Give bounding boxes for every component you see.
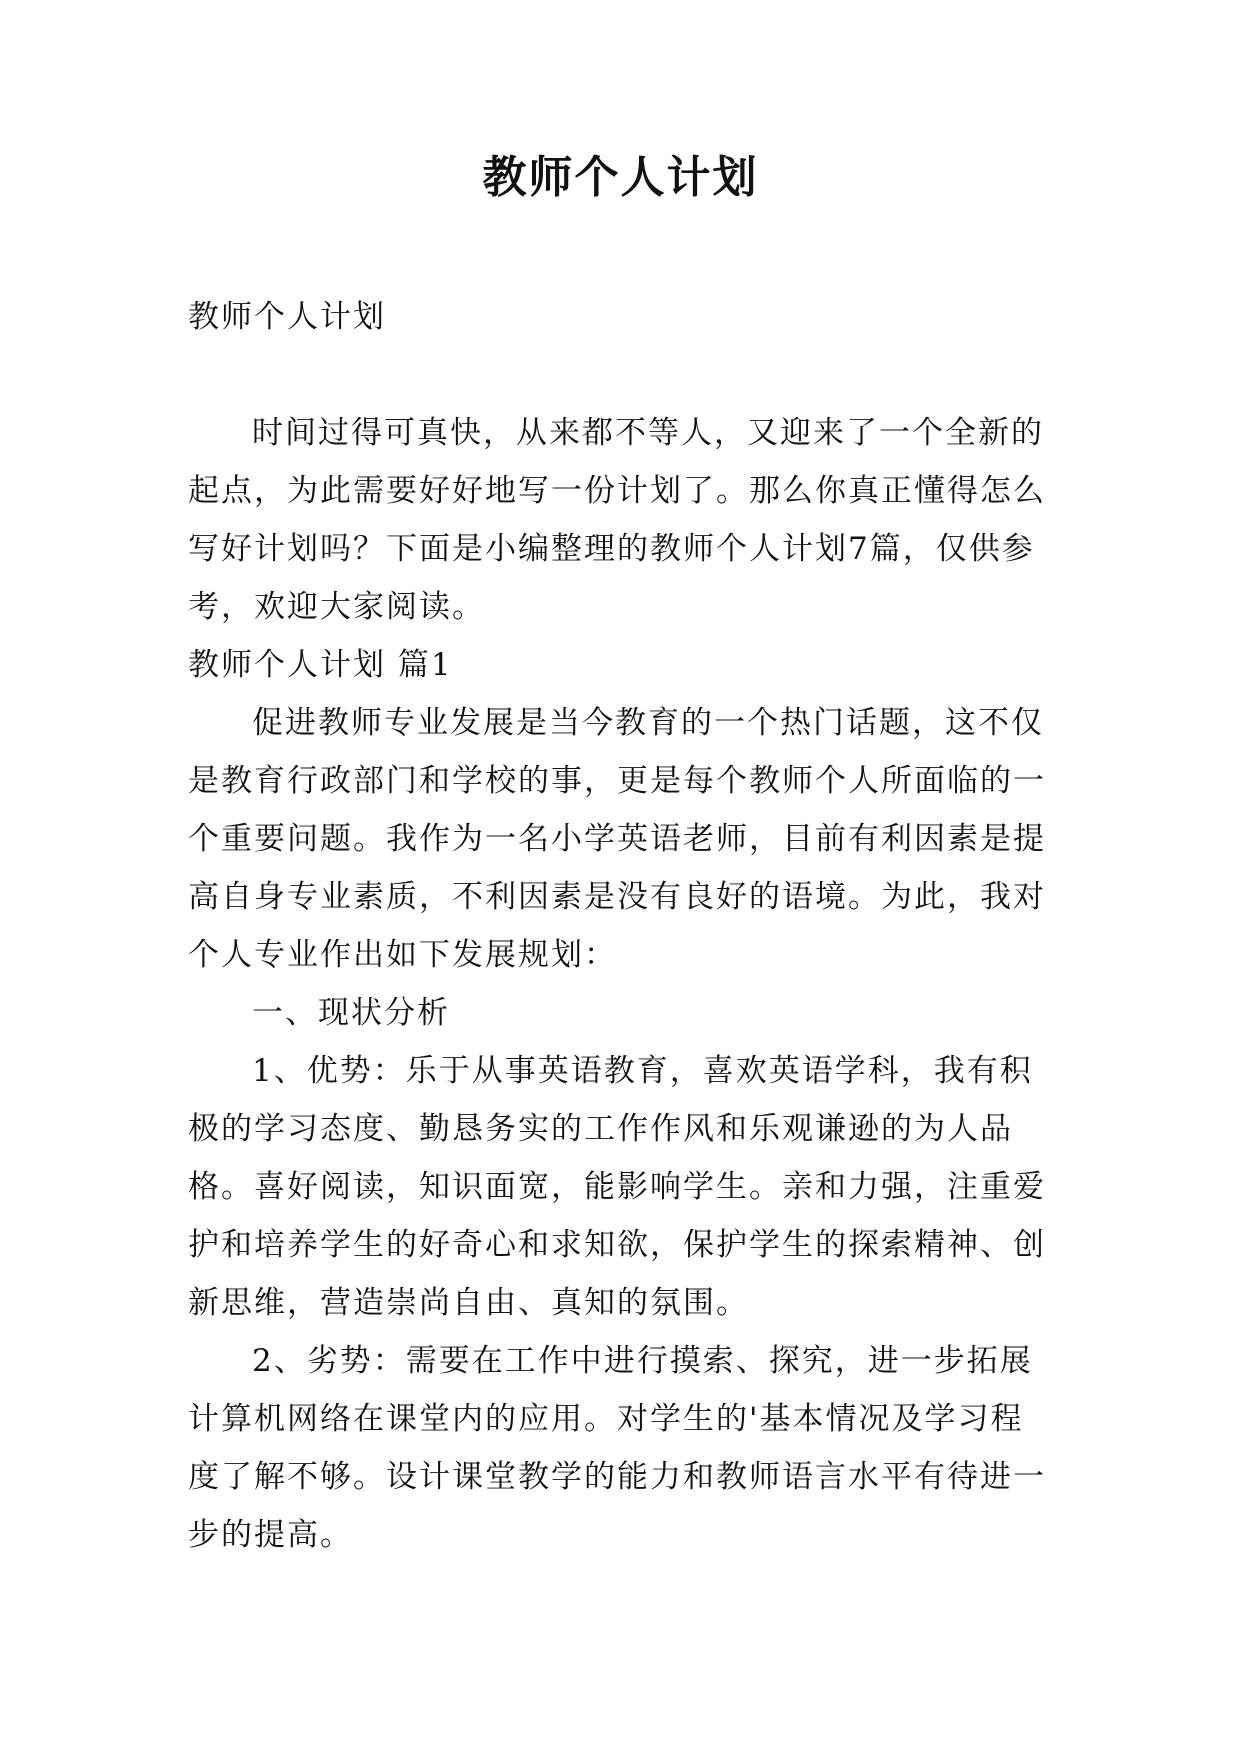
strengths-paragraph: 1、优势：乐于从事英语教育，喜欢英语学科，我有积极的学习态度、勤恳务实的工作作风和乐观谦逊的为人品格。喜好阅读，知识面宽，能影响学生。亲和力强，注重爱护和培养学生的好奇心和求知欲，保护学生的探索精神、创新思维，营造崇尚自由、真知的氛围。 xyxy=(188,1053,1046,1321)
paragraph-1: 促进教师专业发展是当今教育的一个热门话题，这不仅是教育行政部门和学校的事，更是每个教师个人所面临的一个重要问题。我作为一名小学英语老师，目前有利因素是提高自身专业素质，不利因素是没有良好的语境。为此，我对个人专业作出如下发展规划： xyxy=(188,705,1046,973)
document-subtitle: 教师个人计划 xyxy=(188,299,386,335)
section-heading: 教师个人计划 篇1 xyxy=(188,647,453,683)
weaknesses-paragraph: 2、劣势：需要在工作中进行摸索、探究，进一步拓展计算机网络在课堂内的应用。对学生的'基本情况及学习程度了解不够。设计课堂教学的能力和教师语言水平有待进一步的提高。 xyxy=(188,1343,1046,1553)
intro-paragraph: 时间过得可真快，从来都不等人，又迎来了一个全新的起点，为此需要好好地写一份计划了。那么你真正懂得怎么写好计划吗？下面是小编整理的教师个人计划7篇，仅供参考，欢迎大家阅读。 xyxy=(188,415,1046,625)
analysis-heading: 一、现状分析 xyxy=(252,995,450,1031)
document-body xyxy=(188,288,1056,1564)
document-title: 教师个人计划 xyxy=(482,152,759,203)
